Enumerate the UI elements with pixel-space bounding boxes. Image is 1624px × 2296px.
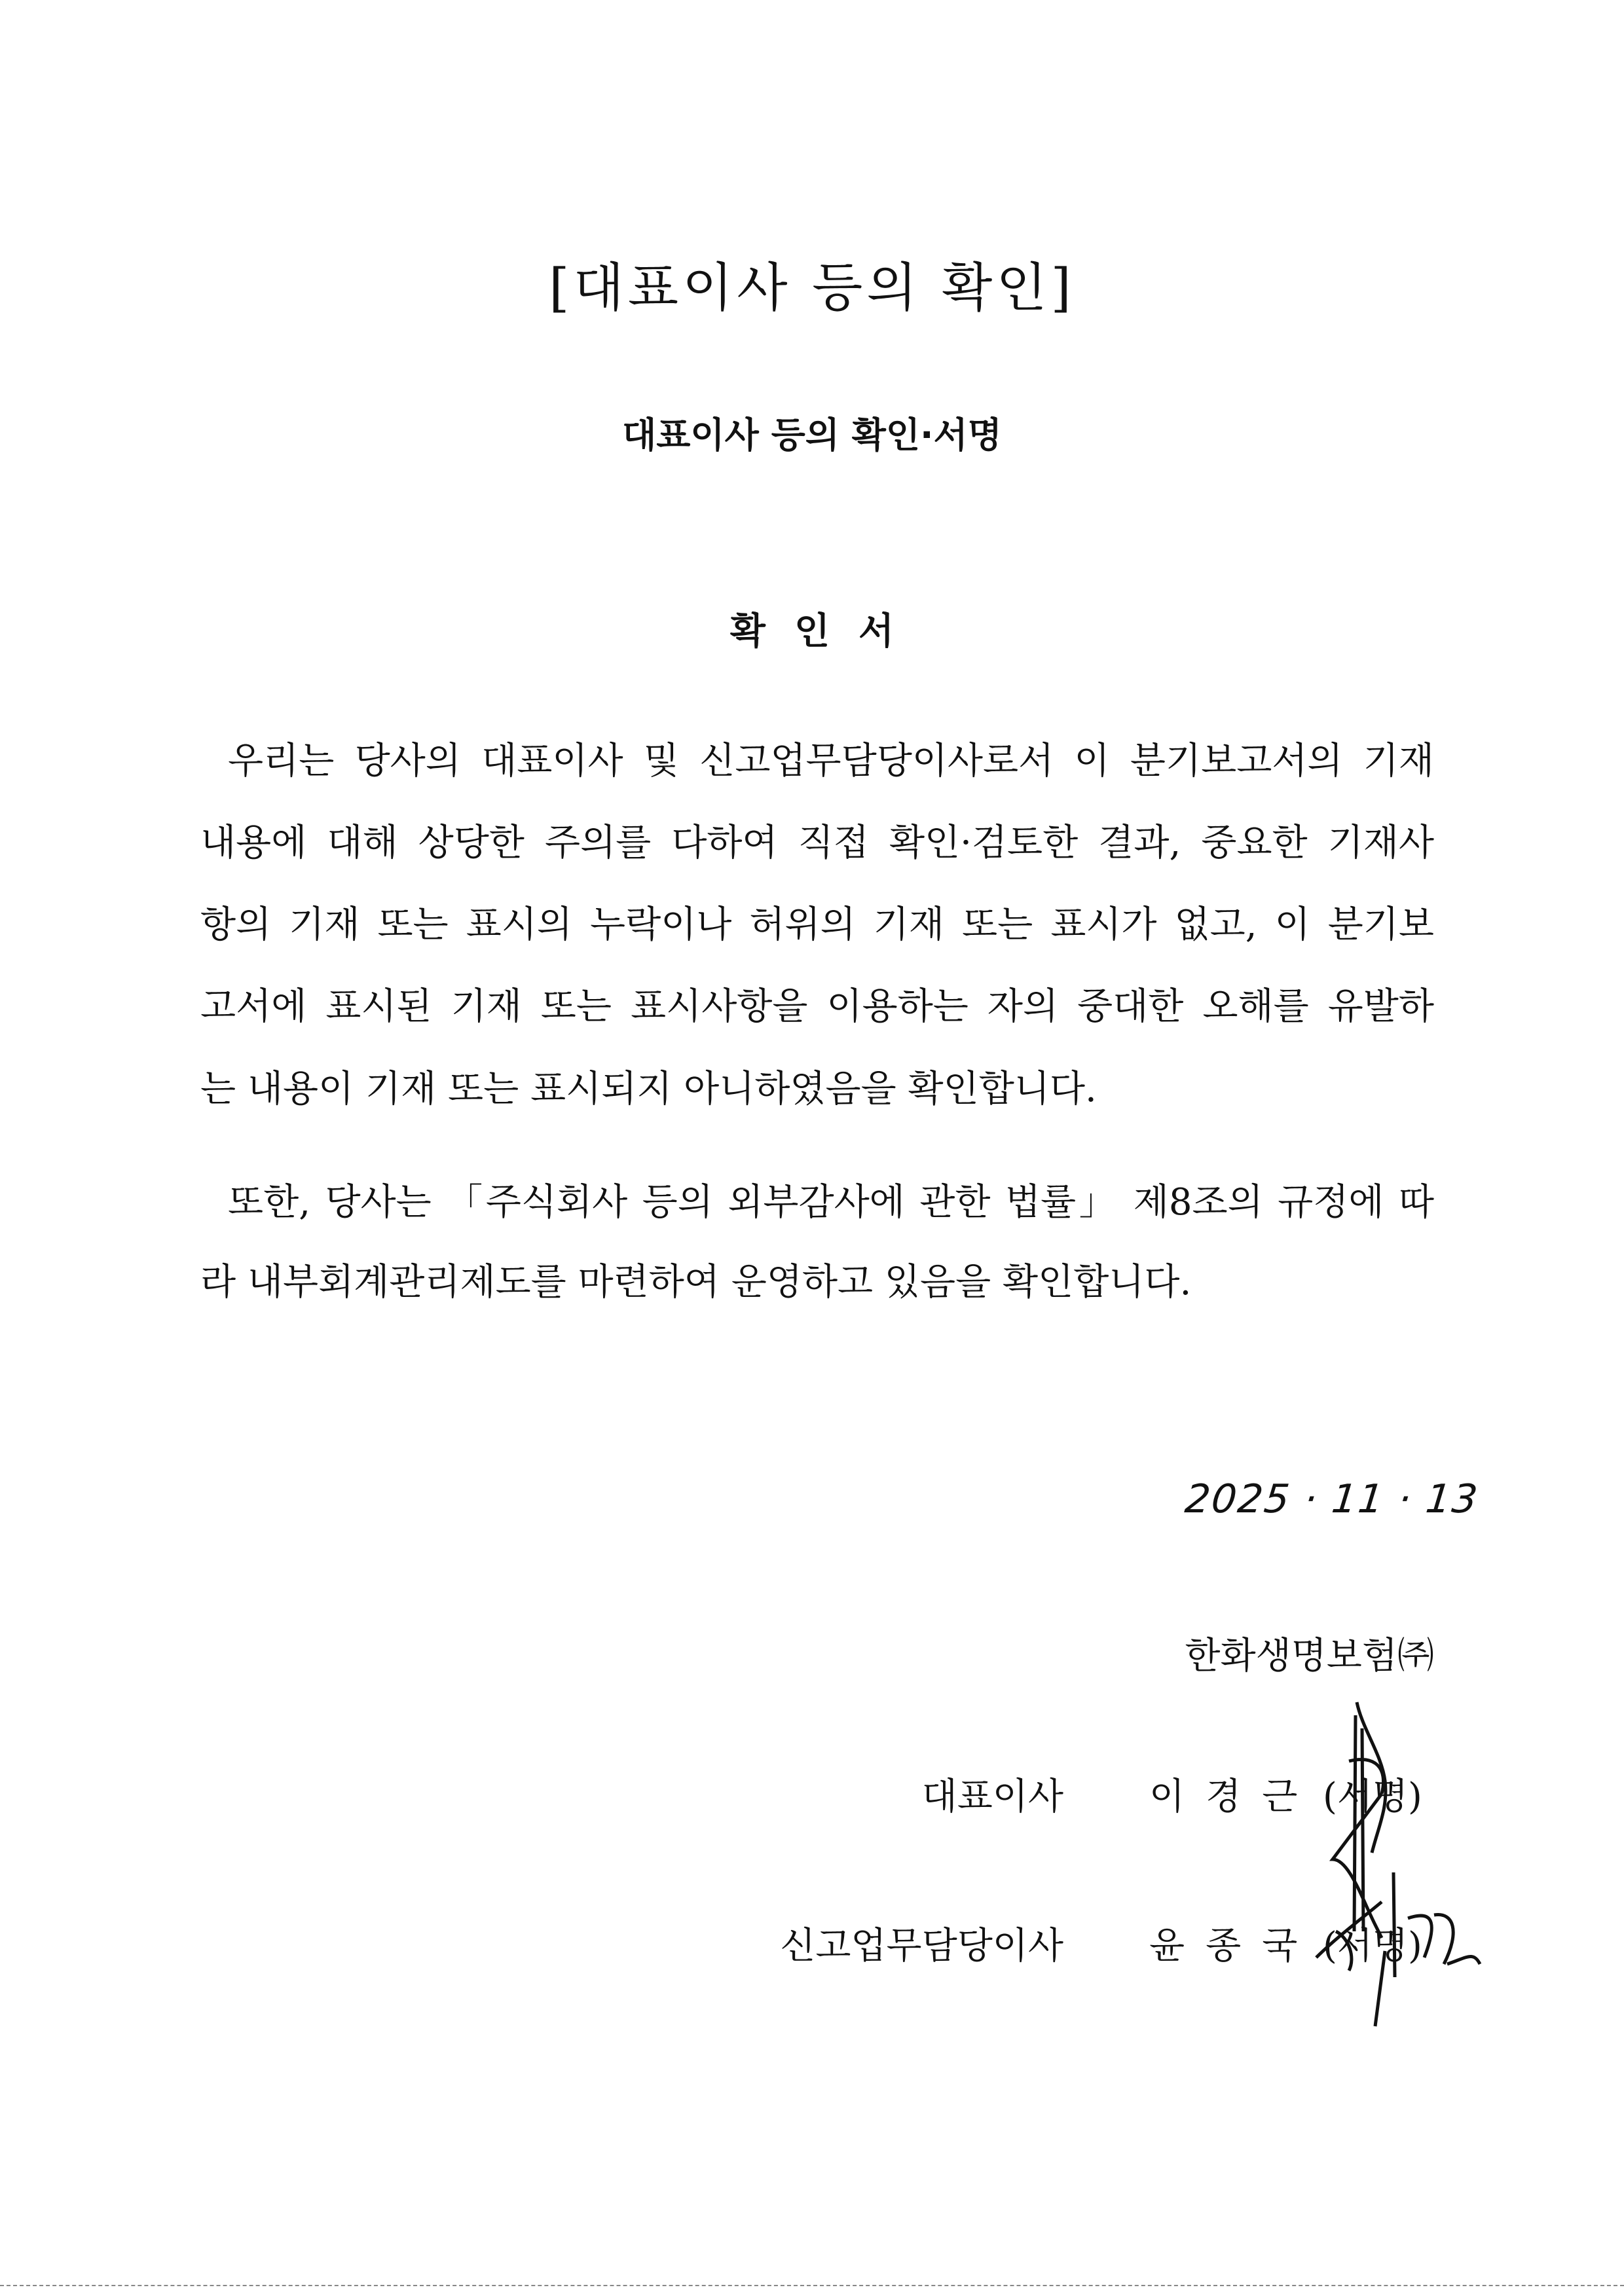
paragraph-line: 또한, 당사는 「주식회사 등의 외부감사에 관한 법률」 제8조의 규정에 따 [228, 1181, 1434, 1224]
paragraph-line: 는 내용이 기재 또는 표시되지 아니하였음을 확인합니다. [200, 1068, 1097, 1110]
document-title: [대표이사 등의 확인] [549, 257, 1075, 318]
paragraph-line: 고서에 표시된 기재 또는 표시사항을 이용하는 자의 중대한 오해를 유발하 [200, 985, 1434, 1028]
paragraph-line: 내용에 대해 상당한 주의를 다하여 직접 확인·검토한 결과, 중요한 기재사 [200, 822, 1434, 864]
signature-mark: (서명) [1323, 1925, 1422, 1967]
signatory-role: 신고업무담당이사 [780, 1925, 1063, 1967]
company-name: 한화생명보험㈜ [1185, 1635, 1434, 1677]
handwritten-date: 2025 · 11 · 13 [1183, 1476, 1481, 1522]
paragraph-line: 항의 기재 또는 표시의 누락이나 허위의 기재 또는 표시가 없고, 이 분기보 [200, 903, 1434, 946]
paragraph-line: 우리는 당사의 대표이사 및 신고업무담당이사로서 이 분기보고서의 기재 [228, 740, 1434, 782]
confirmation-heading: 확인서 [729, 610, 923, 653]
signatory-name: 이경근 [1149, 1776, 1319, 1818]
paragraph-line: 라 내부회계관리제도를 마련하여 운영하고 있음을 확인합니다. [200, 1261, 1192, 1303]
signatory-name: 윤종국 [1149, 1925, 1319, 1967]
signatory-role: 대표이사 [921, 1776, 1063, 1818]
signature-mark: (서명) [1323, 1776, 1422, 1818]
page-footer-divider [0, 2285, 1624, 2286]
document-subtitle: 대표이사 등의 확인·서명 [622, 414, 1002, 456]
